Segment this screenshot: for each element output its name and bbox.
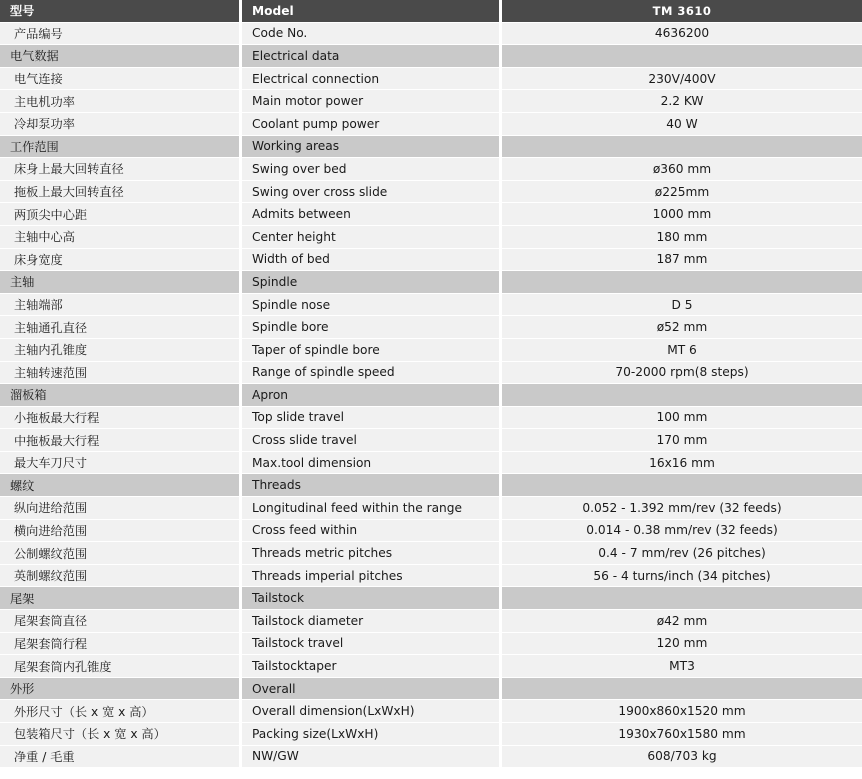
table-row xyxy=(0,90,862,113)
spec-value: MT 6 xyxy=(502,339,862,361)
spec-value: 4636200 xyxy=(502,23,862,45)
label-en: Spindle nose xyxy=(242,294,499,316)
label-cn: 中拖板最大行程 xyxy=(0,429,239,451)
label-en: Coolant pump power xyxy=(242,113,499,135)
spec-value: 100 mm xyxy=(502,407,862,429)
table-row xyxy=(0,655,862,678)
table-row xyxy=(0,429,862,452)
table-row xyxy=(0,633,862,656)
label-en: Overall xyxy=(242,678,499,700)
label-cn: 最大车刀尺寸 xyxy=(0,452,239,474)
label-cn: 纵向进给范围 xyxy=(0,497,239,519)
table-row xyxy=(0,113,862,136)
table-row xyxy=(0,407,862,430)
label-cn: 主轴内孔锥度 xyxy=(0,339,239,361)
table-row xyxy=(0,362,862,385)
table-row xyxy=(0,158,862,181)
label-en: Electrical data xyxy=(242,45,499,67)
label-cn: 床身上最大回转直径 xyxy=(0,158,239,180)
label-en: Tailstock xyxy=(242,587,499,609)
section-row xyxy=(0,678,862,701)
label-en: Working areas xyxy=(242,136,499,158)
label-en: Tailstock travel xyxy=(242,633,499,655)
spec-value: 1900x860x1520 mm xyxy=(502,700,862,722)
label-en: Code No. xyxy=(242,23,499,45)
spec-value xyxy=(502,45,862,67)
section-row xyxy=(0,45,862,68)
table-row xyxy=(0,226,862,249)
spec-value: 0.052 - 1.392 mm/rev (32 feeds) xyxy=(502,497,862,519)
spec-value: 16x16 mm xyxy=(502,452,862,474)
spec-value xyxy=(502,587,862,609)
label-cn: 公制螺纹范围 xyxy=(0,542,239,564)
header-en: Model xyxy=(242,0,499,22)
label-en: Cross slide travel xyxy=(242,429,499,451)
spec-value xyxy=(502,678,862,700)
table-row xyxy=(0,23,862,46)
header-cn: 型号 xyxy=(0,0,239,22)
label-cn: 主轴中心高 xyxy=(0,226,239,248)
label-cn: 尾架套筒直径 xyxy=(0,610,239,632)
spec-value: ø225mm xyxy=(502,181,862,203)
spec-value: 70-2000 rpm(8 steps) xyxy=(502,362,862,384)
label-cn: 包装箱尺寸（长 x 宽 x 高） xyxy=(0,723,239,745)
spec-value: 0.014 - 0.38 mm/rev (32 feeds) xyxy=(502,520,862,542)
label-en: Longitudinal feed within the range xyxy=(242,497,499,519)
label-cn: 主轴通孔直径 xyxy=(0,316,239,338)
table-body xyxy=(0,23,862,769)
spec-value xyxy=(502,474,862,496)
label-en: Threads xyxy=(242,474,499,496)
table-row xyxy=(0,294,862,317)
spec-value xyxy=(502,384,862,406)
label-en: Overall dimension(LxWxH) xyxy=(242,700,499,722)
label-en: NW/GW xyxy=(242,746,499,768)
label-cn: 尾架 xyxy=(0,587,239,609)
table-row xyxy=(0,542,862,565)
label-en: Center height xyxy=(242,226,499,248)
label-en: Max.tool dimension xyxy=(242,452,499,474)
label-cn: 小拖板最大行程 xyxy=(0,407,239,429)
label-en: Apron xyxy=(242,384,499,406)
label-cn: 溜板箱 xyxy=(0,384,239,406)
label-cn: 尾架套筒内孔锥度 xyxy=(0,655,239,677)
spec-value: ø360 mm xyxy=(502,158,862,180)
section-row xyxy=(0,384,862,407)
section-row xyxy=(0,136,862,159)
label-en: Spindle bore xyxy=(242,316,499,338)
spec-value xyxy=(502,136,862,158)
spec-value: 56 - 4 turns/inch (34 pitches) xyxy=(502,565,862,587)
label-cn: 床身宽度 xyxy=(0,249,239,271)
label-en: Tailstocktaper xyxy=(242,655,499,677)
spec-value: 230V/400V xyxy=(502,68,862,90)
table-row xyxy=(0,203,862,226)
label-en: Electrical connection xyxy=(242,68,499,90)
label-cn: 产品编号 xyxy=(0,23,239,45)
label-cn: 螺纹 xyxy=(0,474,239,496)
section-row xyxy=(0,587,862,610)
spec-value: 608/703 kg xyxy=(502,746,862,768)
label-en: Main motor power xyxy=(242,90,499,112)
label-en: Swing over bed xyxy=(242,158,499,180)
spec-value: ø42 mm xyxy=(502,610,862,632)
table-row xyxy=(0,316,862,339)
label-cn: 主轴 xyxy=(0,271,239,293)
label-en: Cross feed within xyxy=(242,520,499,542)
table-row xyxy=(0,497,862,520)
label-cn: 净重 / 毛重 xyxy=(0,746,239,768)
label-en: Packing size(LxWxH) xyxy=(242,723,499,745)
label-en: Range of spindle speed xyxy=(242,362,499,384)
label-cn: 拖板上最大回转直径 xyxy=(0,181,239,203)
table-row xyxy=(0,746,862,769)
table-row xyxy=(0,68,862,91)
label-cn: 外形 xyxy=(0,678,239,700)
label-en: Tailstock diameter xyxy=(242,610,499,632)
label-en: Threads imperial pitches xyxy=(242,565,499,587)
spec-value: ø52 mm xyxy=(502,316,862,338)
spec-value: 0.4 - 7 mm/rev (26 pitches) xyxy=(502,542,862,564)
label-en: Admits between xyxy=(242,203,499,225)
label-cn: 电气连接 xyxy=(0,68,239,90)
label-en: Top slide travel xyxy=(242,407,499,429)
label-cn: 主电机功率 xyxy=(0,90,239,112)
table-header-row xyxy=(0,0,862,23)
spec-value: 40 W xyxy=(502,113,862,135)
label-en: Width of bed xyxy=(242,249,499,271)
label-cn: 横向进给范围 xyxy=(0,520,239,542)
table-row xyxy=(0,249,862,272)
label-en: Swing over cross slide xyxy=(242,181,499,203)
label-en: Threads metric pitches xyxy=(242,542,499,564)
spec-value: 120 mm xyxy=(502,633,862,655)
label-cn: 两顶尖中心距 xyxy=(0,203,239,225)
label-cn: 尾架套筒行程 xyxy=(0,633,239,655)
spec-value: 1000 mm xyxy=(502,203,862,225)
spec-value: MT3 xyxy=(502,655,862,677)
spec-value: 170 mm xyxy=(502,429,862,451)
label-cn: 主轴端部 xyxy=(0,294,239,316)
section-row xyxy=(0,474,862,497)
label-cn: 电气数据 xyxy=(0,45,239,67)
table-row xyxy=(0,452,862,475)
spec-value: 180 mm xyxy=(502,226,862,248)
spec-value: 1930x760x1580 mm xyxy=(502,723,862,745)
table-row xyxy=(0,520,862,543)
section-row xyxy=(0,271,862,294)
spec-value: D 5 xyxy=(502,294,862,316)
spec-value xyxy=(502,271,862,293)
label-cn: 外形尺寸（长 x 宽 x 高） xyxy=(0,700,239,722)
header-value: TM 3610 xyxy=(502,0,862,22)
table-row xyxy=(0,565,862,588)
table-row xyxy=(0,723,862,746)
table-row xyxy=(0,700,862,723)
label-cn: 主轴转速范围 xyxy=(0,362,239,384)
label-en: Spindle xyxy=(242,271,499,293)
label-cn: 冷却泵功率 xyxy=(0,113,239,135)
label-cn: 英制螺纹范围 xyxy=(0,565,239,587)
spec-value: 187 mm xyxy=(502,249,862,271)
label-cn: 工作范围 xyxy=(0,136,239,158)
table-row xyxy=(0,339,862,362)
table-row xyxy=(0,610,862,633)
label-en: Taper of spindle bore xyxy=(242,339,499,361)
table-row xyxy=(0,181,862,204)
spec-value: 2.2 KW xyxy=(502,90,862,112)
